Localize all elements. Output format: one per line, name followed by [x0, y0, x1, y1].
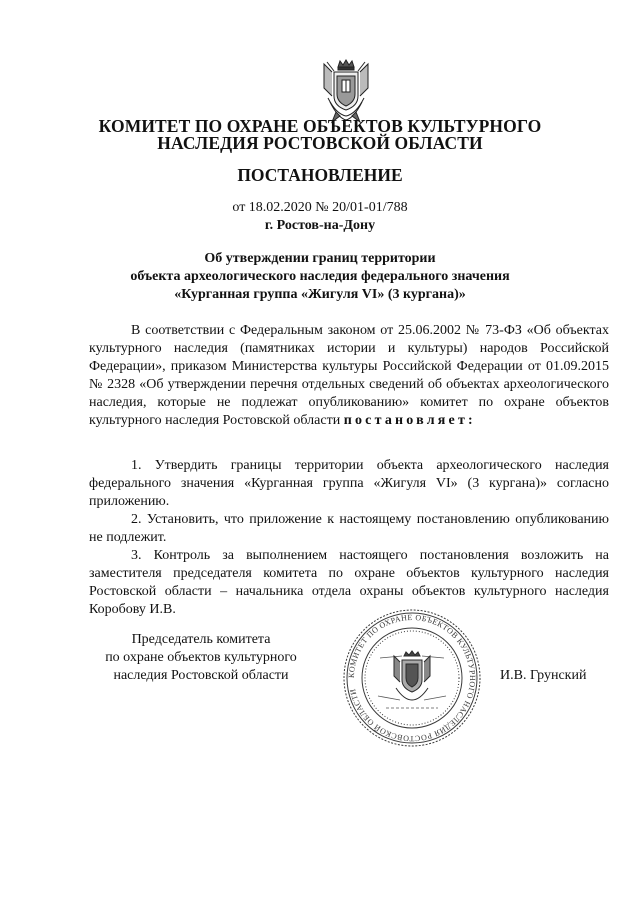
org-name-line: НАСЛЕДИЯ РОСТОВСКОЙ ОБЛАСТИ: [157, 133, 483, 153]
document-date-number: от 18.02.2020 № 20/01-01/788: [232, 200, 408, 215]
decree-word: постановляет:: [343, 413, 476, 428]
resolution-point: 2. Установить, что приложение к настоящему постановлению опубликованию не подлежит.: [89, 512, 609, 545]
resolution-points: [89, 457, 609, 619]
signer-position: [86, 631, 316, 685]
resolution-point: 3. Контроль за выполнением настоящего постановления возложить на заместителя председателя комитета по охране объектов культурного наследия Ростовской области – начальника отдела охраны объектов культурного наследия Коробову И.В.: [89, 548, 609, 617]
resolution-point: 1. Утвердить границы территории объекта археологического наследия федерального значения «Курганная группа «Жигуля VI» (3 кургана)» согласно приложению.: [89, 458, 609, 509]
document-type: ПОСТАНОВЛЕНИЕ: [237, 165, 403, 185]
coat-of-arms-icon: [318, 58, 374, 124]
seal-emblem-icon: [394, 651, 430, 700]
organization-name: [0, 118, 640, 152]
official-seal: [340, 608, 484, 748]
subject-line: «Курганная группа «Жигуля VI» (3 кургана)»: [174, 287, 466, 302]
subject-line: Об утверждении границ территории: [204, 251, 436, 266]
document-city: г. Ростов-на-Дону: [264, 218, 376, 233]
preamble-paragraph: [89, 322, 609, 430]
preamble-text: В соответствии с Федеральным законом от 25.06.2002 № 73-ФЗ «Об объектах культурного наследия (памятниках истории и культуры) народов Российской Федерации», приказом Министерства культуры Российской Федерации от 01.09.2015 № 2328 «Об утверждении перечня отдельных сведений об объектах археологического наследия, которые не подлежат опубликованию» комитет по охране объектов культурного наследия Ростовской области: [89, 323, 609, 428]
org-name-line: КОМИТЕТ ПО ОХРАНЕ ОБЪЕКТОВ КУЛЬТУРНОГО: [98, 116, 542, 136]
signer-name: И.В. Грунский: [500, 668, 587, 683]
signer-position-line: Председатель комитета: [131, 632, 271, 647]
signer-position-line: по охране объектов культурного: [105, 650, 297, 665]
subject-line: объекта археологического наследия федерального значения: [130, 269, 510, 284]
seal-ring-text: КОМИТЕТ ПО ОХРАНЕ ОБЪЕКТОВ КУЛЬТУРНОГО НАСЛЕДИЯ РОСТОВСКОЙ ОБЛАСТИ: [346, 612, 478, 744]
document-subject: [0, 250, 640, 304]
signer-position-line: наследия Ростовской области: [113, 668, 289, 683]
